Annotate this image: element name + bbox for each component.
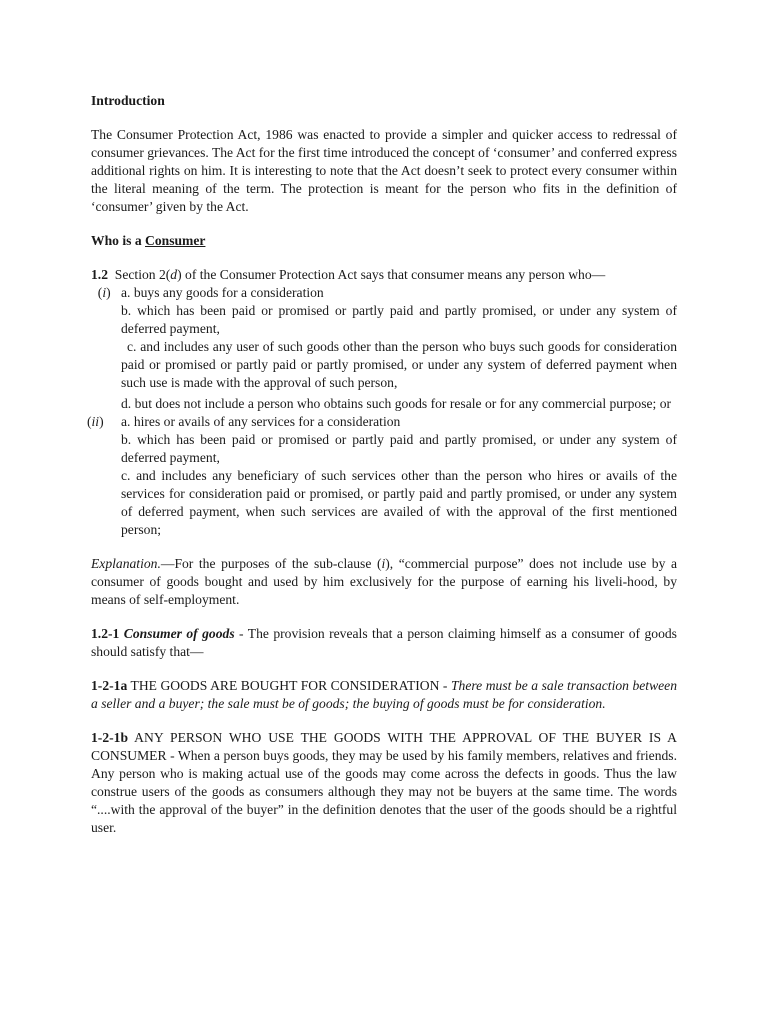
- section-number: 1.2: [91, 267, 108, 282]
- clause-ii: [87, 413, 677, 431]
- introduction-heading: Introduction: [91, 93, 165, 108]
- section-1-2-1: 1.2-1 Consumer of goods - The provision reveals that a person claiming himself as a consumer of goods should satisfy that—: [91, 626, 677, 659]
- section-1-2-1a: 1-2-1a THE GOODS ARE BOUGHT FOR CONSIDERATION - There must be a sale transaction between a seller and a buyer; the sale must be of goods; the buying of goods must be for consideration.: [91, 678, 677, 711]
- section-title: Consumer of goods: [123, 626, 235, 641]
- section-number: 1-2-1b: [91, 730, 129, 745]
- heading-underlined-word: Consumer: [145, 233, 206, 248]
- explanation-label: Explanation.: [91, 556, 161, 571]
- clause-ii-b: b. which has been paid or promised or partly paid and partly promised, or under any system of deferred payment,: [121, 432, 677, 465]
- section-text-d: d: [170, 267, 178, 282]
- clause-i-c: c. and includes any user of such goods other than the person who buys such goods for consideration paid or promised or partly paid or partly promised, or under any system of deferred payment when such use is made with the approval of such person,: [121, 339, 677, 390]
- clause-ii-a: a. hires or avails of any services for a consideration: [121, 414, 401, 429]
- clause-i-a: a. buys any goods for a consideration: [121, 285, 324, 300]
- clause-i-d: d. but does not include a person who obtains such goods for resale or for any commercial purpose; or: [121, 396, 672, 411]
- section-number: 1-2-1a: [91, 678, 128, 693]
- section-1-2-1b: 1-2-1b ANY PERSON WHO USE THE GOODS WITH THE APPROVAL OF THE BUYER IS A CONSUMER - When a person buys goods, they may be used by his family members, relatives and friends. Any person who is making actual use of the goods may come across the defects in goods. Thus the law construe users of the goods as consumers although they may not be buyers at the same time. The words “....with the approval of the buyer” in the definition denotes that the user of the goods should be a rightful user.: [91, 730, 677, 835]
- section-text-a: Section 2(: [114, 267, 171, 282]
- clause-i-label: (i): [97, 285, 111, 300]
- clause-i-b: b. which has been paid or promised or partly paid and partly promised, or under any system of deferred payment,: [121, 303, 677, 336]
- section-1-2: [91, 266, 677, 284]
- clause-ii-label: (ii): [87, 414, 104, 429]
- introduction-paragraph: The Consumer Protection Act, 1986 was enacted to provide a simpler and quicker access to redressal of consumer grievances. The Act for the first time introduced the concept of ‘consumer’ and conferred express additional rights on him. It is interesting to note that the Act doesn’t seek to protect every consumer within the literal meaning of the term. The protection is meant for the person who fits in the definition of ‘consumer’ given by the Act.: [91, 127, 677, 214]
- clause-ii-c: c. and includes any beneficiary of such services other than the person who hires or avails of the services for consideration paid or promised, or partly paid and partly promised, or under any system of deferred payment, when such services are availed of with the approval of the first mentioned person;: [121, 468, 677, 537]
- heading-prefix: Who is a: [91, 233, 146, 248]
- clause-i: [91, 284, 677, 302]
- section-number: 1.2-1: [91, 626, 120, 641]
- who-is-consumer-heading: [91, 232, 677, 250]
- section-text-b: ) of the Consumer Protection Act says that consumer means any person who—: [177, 267, 606, 282]
- document-page: [87, 92, 677, 837]
- explanation-paragraph: Explanation.—For the purposes of the sub-clause (i), “commercial purpose” does not include use by a consumer of goods bought and used by him exclusively for the purpose of earning his liveli-hood, by means of self-employment.: [91, 556, 677, 607]
